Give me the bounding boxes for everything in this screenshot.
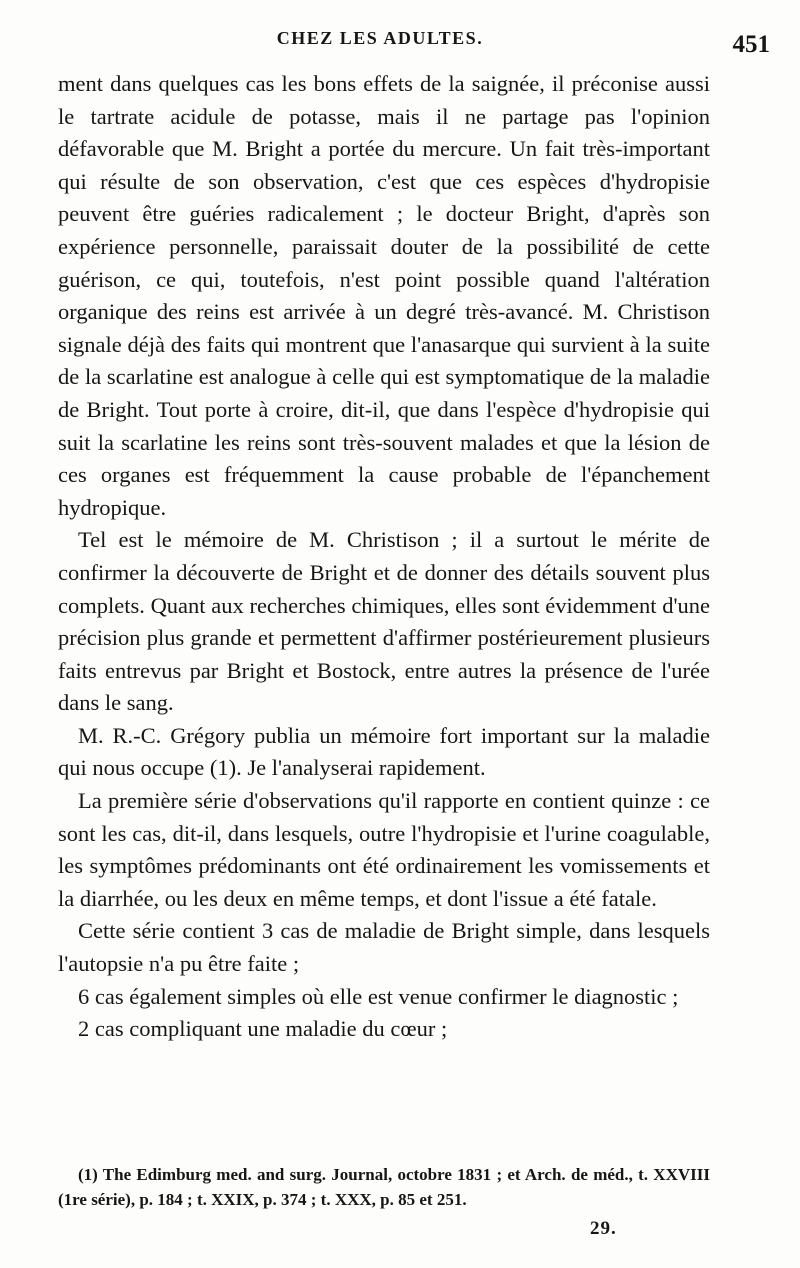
paragraph: Tel est le mémoire de M. Christison ; il a surtout le mérite de confirmer la découverte de Bright et de donner des détails souvent plus complets. Quant aux recherches chimiques, elles sont évidemment d'une précision plus grande et permettent d'affirmer postérieurement plusieurs faits entrevus par Bright et Bostock, entre autres la présence de l'urée dans le sang. <box>58 527 710 716</box>
paragraph: M. R.-C. Grégory publia un mémoire fort important sur la maladie qui nous occupe (1). Je l'analyserai rapidement. <box>58 722 710 781</box>
body-text <box>58 68 710 1046</box>
paragraph: 6 cas également simples où elle est venue confirmer le diagnostic ; <box>78 983 679 1009</box>
footnote: (1) The Edimburg med. and surg. Journal, octobre 1831 ; et Arch. de méd., t. XXVIII (1re série), p. 184 ; t. XXIX, p. 374 ; t. XXX, p. 85 et 251. <box>58 1165 710 1209</box>
paragraph: Cette série contient 3 cas de maladie de Bright simple, dans lesquels l'autopsie n'a pu être faite ; <box>58 918 710 977</box>
running-title: CHEZ LES ADULTES. <box>276 28 484 48</box>
running-head <box>60 28 770 58</box>
paragraph: 2 cas compliquant une maladie du cœur ; <box>78 1016 448 1042</box>
paragraph-continuation: ment dans quelques cas les bons effets de la saignée, il préconise aussi le tartrate acidule de potasse, mais il ne partage pas l'opinion défavorable que M. Bright a portée du mercure. Un fait très-important qui résulte de son observation, c'est que ces espèces d'hydropisie peuvent être guéries radicalement ; le docteur Bright, d'après son expérience personnelle, paraissait douter de la possibilité de cette guérison, ce qui, toutefois, n'est point possible quand l'altération organique des reins est arrivée à un degré très-avancé. M. Christison signale déjà des faits qui montrent que l'anasarque qui survient à la suite de la scarlatine est analogue à celle qui est symptomatique de la maladie de Bright. Tout porte à croire, dit-il, que dans l'espèce d'hydropisie qui suit la scarlatine les reins sont très-souvent malades et que la lésion de ces organes est fréquemment la cause probable de l'épanchement hydropique. <box>58 71 710 520</box>
paragraph: La première série d'observations qu'il rapporte en contient quinze : ce sont les cas, dit-il, dans lesquels, outre l'hydropisie et l'urine coagulable, les symptômes prédominants ont été ordinairement les vomissements et la diarrhée, ou les deux en même temps, et dont l'issue a été fatale. <box>58 788 710 911</box>
page-number: 451 <box>732 31 770 58</box>
signature-mark: 29. <box>590 1218 617 1239</box>
